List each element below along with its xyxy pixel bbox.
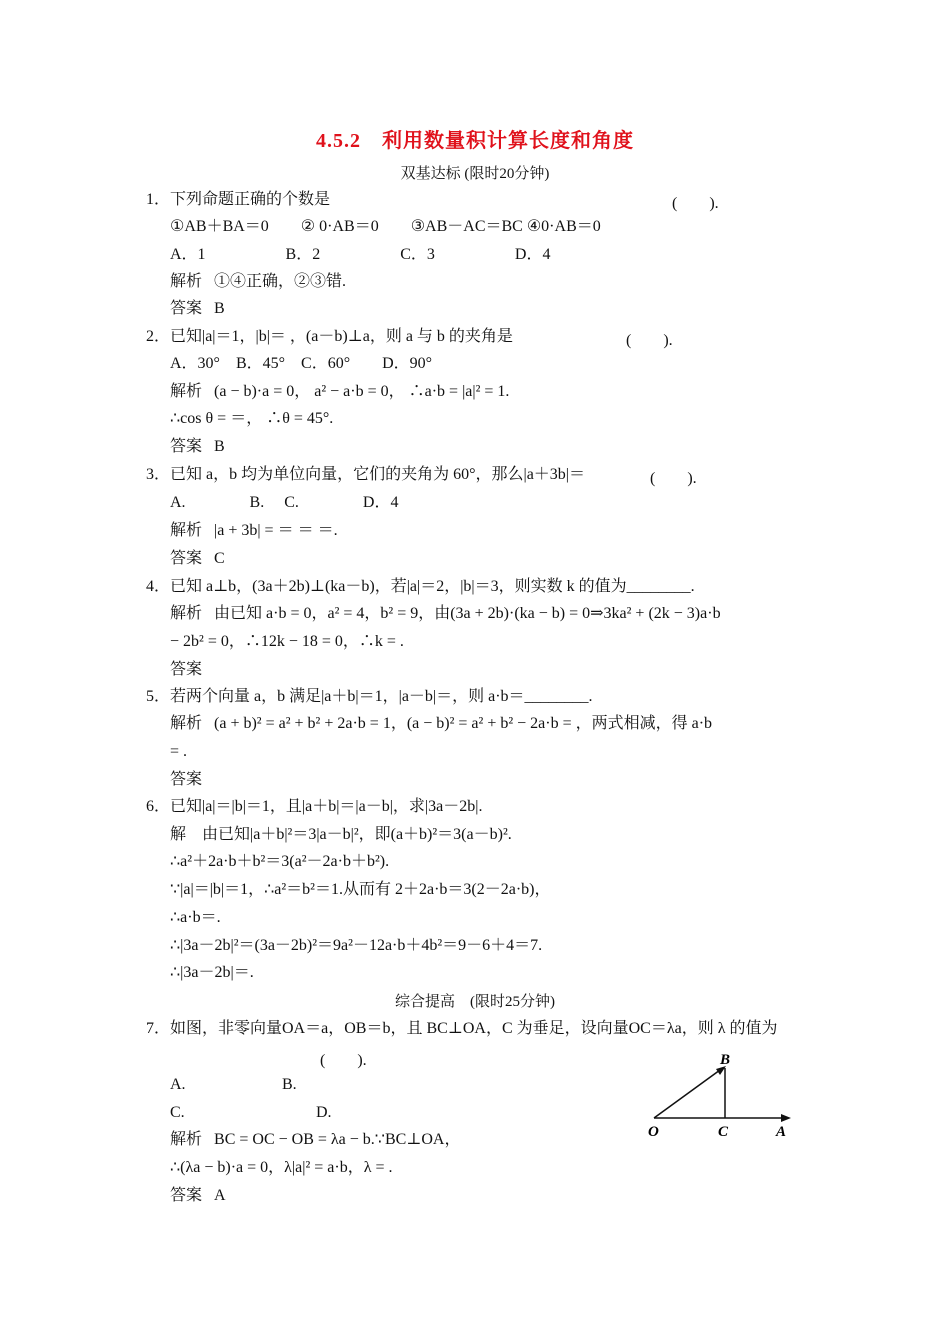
option-b: B.: [282, 1076, 297, 1093]
section-heading-basic: 双基达标 (限时20分钟): [400, 166, 550, 182]
options: A. B. C. D．4: [170, 494, 399, 511]
question-number: 4．: [146, 578, 171, 595]
analysis-label: 解析: [170, 383, 203, 400]
answer-text: A: [214, 1187, 226, 1204]
answer-blank: ( ).: [650, 470, 697, 487]
answer-label: 答案: [170, 300, 203, 317]
analysis-continued: ∴(λa − b)·a = 0，λ|a|² = a·b，λ = .: [170, 1159, 393, 1176]
answer: [170, 660, 214, 680]
analysis-text: (a − b)·a = 0， a² − a·b = 0， ∴a·b = |a|² = 1.: [214, 383, 510, 400]
analysis-continued: ∴cos θ = ＝， ∴θ = 45°.: [170, 410, 334, 427]
analysis: [170, 272, 346, 292]
answer-label: 答案: [170, 1187, 203, 1204]
analysis-label: 解析: [170, 1131, 203, 1148]
option-d: D.: [316, 1104, 332, 1121]
answer-label: 答案: [170, 771, 203, 788]
solution-line: ∴a²＋2a·b＋b²＝3(a²－2a·b＋b²).: [170, 853, 390, 870]
answer-blank: ( ).: [320, 1052, 367, 1069]
question-number: 5．: [146, 688, 171, 705]
analysis-text: 由已知 a·b = 0，a² = 4，b² = 9，由(3a + 2b)·(ka − b) = 0⇒3ka² + (2k − 3)a·b: [214, 605, 721, 622]
question-stem: 如图，非零向量OA＝a，OB＝b，且 BC⊥OA，C 为垂足，设向量OC＝λa，则 λ 的值为: [170, 1020, 778, 1037]
option-c: C.: [170, 1104, 185, 1121]
answer: [170, 1186, 226, 1206]
options: A．1 B．2 C．3 D．4: [170, 246, 551, 263]
options: A．30° B．45° C．60° D．90°: [170, 355, 433, 372]
analysis: [170, 714, 712, 734]
solution: [170, 825, 512, 845]
analysis: [170, 521, 338, 541]
analysis-continued: − 2b² = 0，∴12k − 18 = 0，∴k = .: [170, 633, 404, 650]
answer: [170, 770, 214, 790]
solution-line: 由已知|a＋b|²＝3|a－b|²，即(a＋b)²＝3(a－b)².: [202, 826, 512, 843]
label-a: A: [776, 1124, 787, 1140]
analysis-label: 解析: [170, 715, 203, 732]
section-heading-comprehensive: 综合提高 (限时25分钟): [395, 994, 555, 1010]
solution-line: ∴a·b＝.: [170, 909, 221, 926]
label-o: O: [648, 1124, 659, 1140]
question-number: 7．: [146, 1020, 171, 1037]
vector-figure: [640, 1044, 800, 1140]
question-stem: 下列命题正确的个数是: [170, 191, 331, 208]
question-stem: 已知 a，b 均为单位向量，它们的夹角为 60°，那么|a＋3b|＝: [170, 466, 586, 483]
question-number: 6．: [146, 798, 171, 815]
option-a: A.: [170, 1076, 186, 1093]
question-stem: 已知 a⊥b，(3a＋2b)⊥(ka－b)，若|a|＝2，|b|＝3，则实数 k 的值为________.: [170, 578, 695, 595]
analysis-text: ①④正确，②③错.: [214, 273, 347, 290]
label-b: B: [720, 1052, 731, 1068]
question-stem: 已知|a|＝1，|b|＝ ，(a－b)⊥a，则 a 与 b 的夹角是: [170, 328, 513, 345]
answer-text: C: [214, 550, 225, 567]
answer-label: 答案: [170, 550, 203, 567]
answer-text: B: [214, 438, 225, 455]
label-c: C: [718, 1124, 729, 1140]
analysis-text: (a + b)² = a² + b² + 2a·b = 1，(a − b)² = a² + b² − 2a·b = ，两式相减，得 a·b: [214, 715, 713, 732]
solution-line: ∵|a|＝|b|＝1，∴a²＝b²＝1.从而有 2＋2a·b＝3(2－2a·b)，: [170, 881, 551, 898]
answer: [170, 299, 225, 319]
analysis-text: BC = OC − OB = λa − b.∵BC⊥OA，: [214, 1131, 461, 1148]
solution-label: 解: [170, 826, 187, 843]
segment-ob: [654, 1070, 720, 1118]
answer-label: 答案: [170, 438, 203, 455]
answer-blank: ( ).: [626, 332, 673, 349]
analysis-label: 解析: [170, 605, 203, 622]
analysis: [170, 382, 509, 402]
analysis-label: 解析: [170, 273, 203, 290]
analysis-label: 解析: [170, 522, 203, 539]
propositions: ①AB＋BA＝0 ② 0·AB＝0 ③AB－AC＝BC ④0·AB＝0: [170, 218, 601, 235]
solution-line: ∴|3a－2b|²＝(3a－2b)²＝9a²－12a·b＋4b²＝9－6＋4＝7.: [170, 937, 543, 954]
question-number: 2．: [146, 328, 171, 345]
page-title: 4.5.2 利用数量积计算长度和角度: [316, 130, 634, 152]
analysis: [170, 1130, 460, 1150]
solution-line: ∴|3a－2b|＝.: [170, 964, 254, 981]
answer-text: B: [214, 300, 225, 317]
answer-label: 答案: [170, 661, 203, 678]
arrowhead-a: [781, 1114, 791, 1122]
answer: [170, 437, 225, 457]
question-number: 1．: [146, 191, 171, 208]
analysis: [170, 604, 721, 624]
question-stem: 已知|a|＝|b|＝1，且|a＋b|＝|a－b|，求|3a－2b|.: [170, 798, 483, 815]
question-number: 3．: [146, 466, 171, 483]
analysis-continued: = .: [170, 743, 188, 760]
question-stem: 若两个向量 a，b 满足|a＋b|＝1，|a－b|＝，则 a·b＝________.: [170, 688, 593, 705]
answer: [170, 549, 225, 569]
answer-blank: ( ).: [672, 195, 719, 212]
analysis-text: |a + 3b| = ＝ ＝ ＝.: [214, 522, 338, 539]
